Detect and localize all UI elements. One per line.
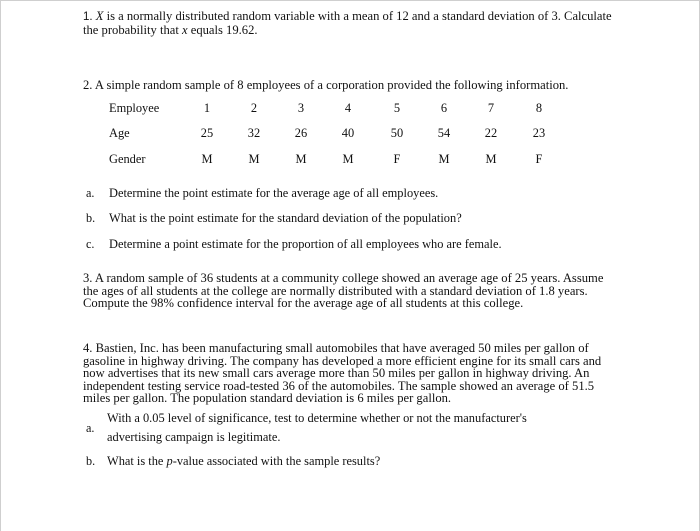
table-cell: 5 (393, 101, 401, 115)
table-cell: 1 (203, 101, 211, 115)
table-cell: M (248, 152, 260, 166)
table-cell: F (535, 152, 543, 166)
question-4: 4. Bastien, Inc. has been manufacturing small automobiles that have averaged 50 miles per gallon of gasoline in highway driving. The company has developed a more efficient engine for its small cars and now advertises that its new small cars average more than 50 miles per gallon in highway driving. An independent testing service road-tested 36 of the automobiles. The sample showed an average of 51.5 miles per gallon. The population standard deviation is 6 miles per gallon. (83, 341, 602, 405)
question-1 (83, 10, 628, 36)
table-cell: 2 (250, 101, 258, 115)
table-cell: M (201, 152, 213, 166)
table-cell: 6 (440, 101, 448, 115)
q2-part-c-letter: c. (86, 237, 95, 251)
table-cell: 8 (535, 101, 543, 115)
random-variable-X: X (95, 9, 104, 23)
table-cell: 26 (294, 126, 308, 140)
row-label-gender: Gender (109, 152, 146, 166)
table-cell: 50 (390, 126, 404, 140)
q2-part-b-letter: b. (86, 211, 96, 225)
table-cell: F (393, 152, 401, 166)
p-variable: p (166, 454, 173, 468)
table-cell: 40 (341, 126, 355, 140)
table-cell: M (342, 152, 354, 166)
question-1-number: 1. (83, 11, 93, 23)
q4-part-b-post: -value associated with the sample results? (172, 454, 381, 468)
question-2-intro: 2. A simple random sample of 8 employees of a corporation provided the following information. (83, 78, 569, 92)
q4-part-a-line2: advertising campaign is legitimate. (107, 430, 281, 444)
q2-part-a-text: Determine the point estimate for the average age of all employees. (109, 186, 439, 200)
table-cell: M (485, 152, 497, 166)
table-cell: 7 (487, 101, 495, 115)
table-cell: M (438, 152, 450, 166)
row-label-employee: Employee (109, 101, 160, 115)
table-cell: 4 (344, 101, 352, 115)
random-variable-x: x (181, 22, 188, 37)
question-3: 3. A random sample of 36 students at a community college showed an average age of 25 years. Assume the ages of all students at the college are normally distributed with a standard deviation of 1.8 years. Compute the 98% confidence interval for the average age of all students at this college. (83, 271, 604, 310)
q4-part-a-letter: a. (86, 421, 95, 435)
table-cell: 23 (532, 126, 546, 140)
q4-part-a-line1: With a 0.05 level of significance, test to determine whether or not the manufacturer's (107, 411, 527, 425)
question-1-text-b: equals 19.62. (187, 22, 258, 37)
table-cell: 54 (437, 126, 451, 140)
table-cell: 22 (484, 126, 498, 140)
q2-part-a-letter: a. (86, 186, 95, 200)
q4-part-b-text (107, 454, 380, 469)
table-cell: 32 (247, 126, 261, 140)
question-1-text-a: is a normally distributed random variable with a mean of 12 and a standard deviation of 3. Calculate the probability that (83, 9, 612, 37)
q2-part-c-text: Determine a point estimate for the proportion of all employees who are female. (109, 237, 502, 251)
q2-part-b-text: What is the point estimate for the standard deviation of the population? (109, 211, 462, 225)
table-cell: 25 (200, 126, 214, 140)
q4-part-b-letter: b. (86, 454, 96, 468)
table-cell: 3 (297, 101, 305, 115)
table-cell: M (295, 152, 307, 166)
row-label-age: Age (109, 126, 130, 140)
q4-part-b-pre: What is the (107, 454, 167, 468)
